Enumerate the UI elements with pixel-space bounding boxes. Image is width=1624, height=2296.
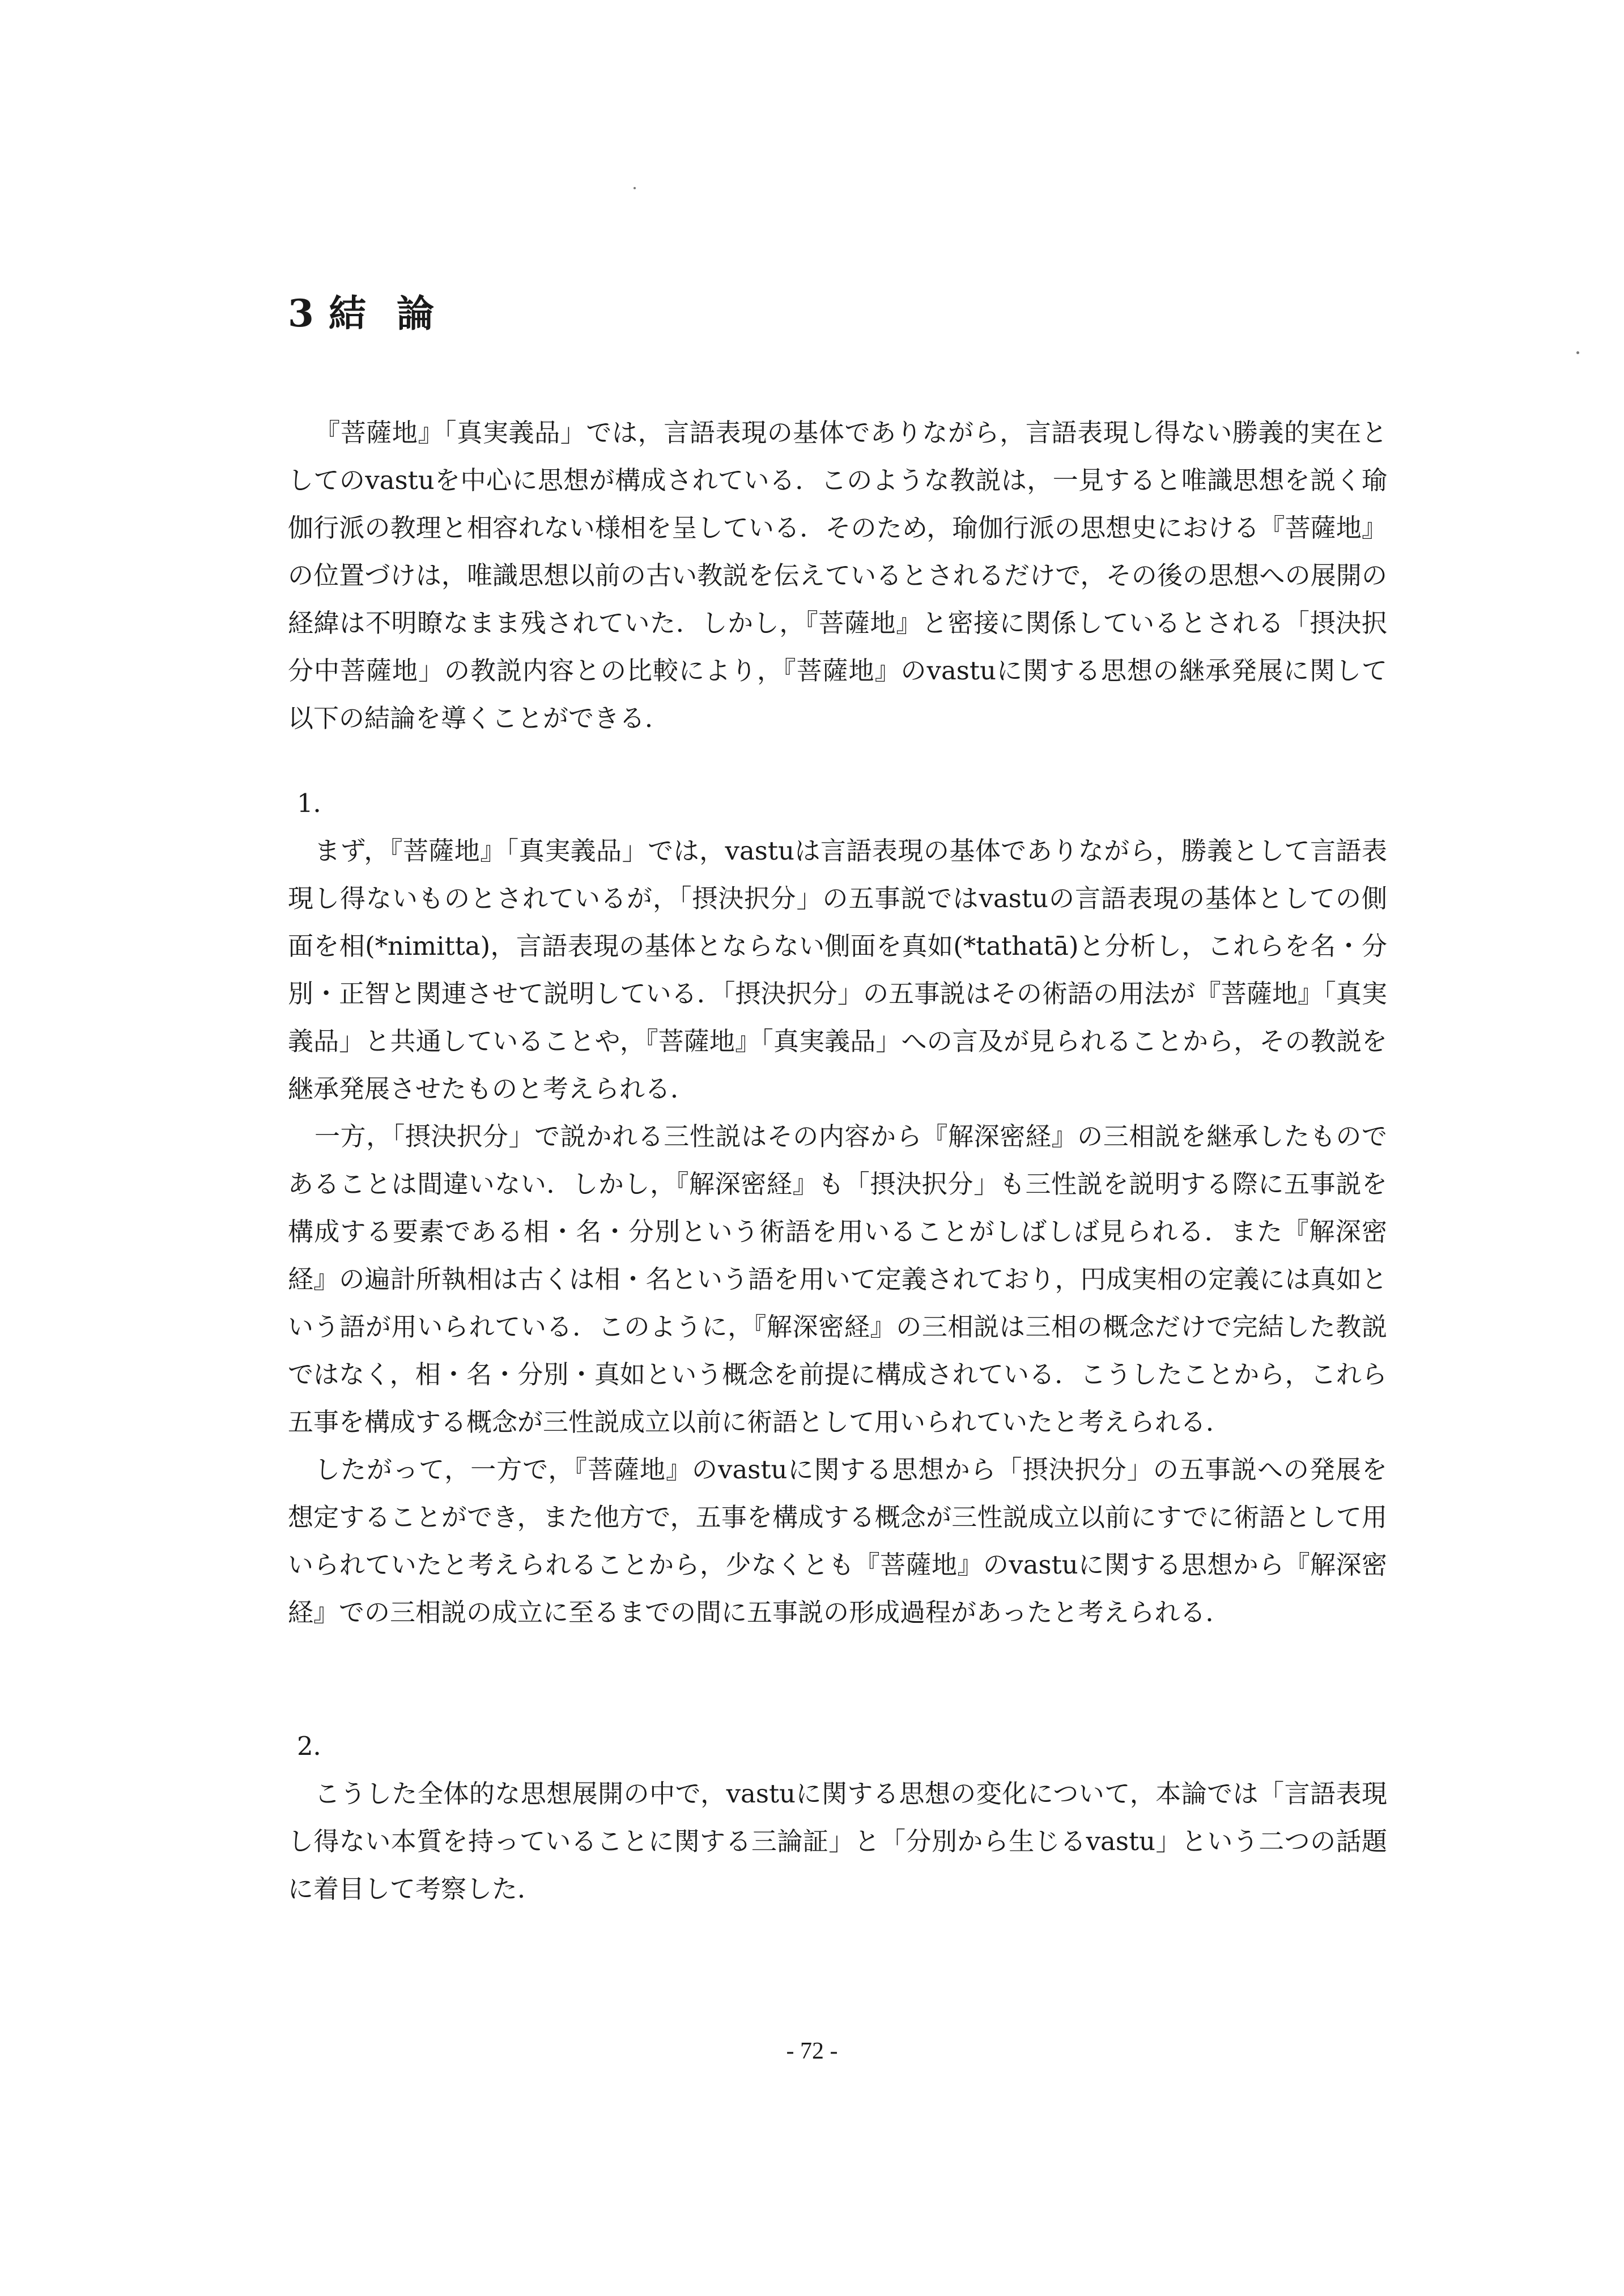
page-number: - 72 - — [786, 2038, 838, 2064]
section-2-paragraph-1: こうした全体的な思想展開の中で，vastuに関する思想の変化について，本論では「言語表現し得ない本質を持っていることに関する三論証」と「分別から生じるvastu」という二つの話題に着目して考察した． — [288, 1779, 1387, 1904]
intro-section — [288, 409, 1387, 742]
intro-paragraph: 『菩薩地』「真実義品」では，言語表現の基体でありながら，言語表現し得ない勝義的実在としてのvastuを中心に思想が構成されている．このような教説は，一見すると唯識思想を説く瑜伽行派の教理と相容れない様相を呈している．そのため，瑜伽行派の思想史における『菩薩地』の位置づけは，唯識思想以前の古い教説を伝えているとされるだけで，その後の思想への展開の経緯は不明瞭なまま残されていた．しかし，『菩薩地』と密接に関係しているとされる「摂決択分中菩薩地」の教説内容との比較により，『菩薩地』のvastuに関する思想の継承発展に関して以下の結論を導くことができる． — [288, 418, 1388, 733]
chapter-heading — [288, 283, 436, 337]
chapter-number: 3 — [288, 291, 316, 335]
section-2-marker: 2． — [297, 1731, 339, 1761]
section-1-paragraph-3: したがって，一方で，『菩薩地』のvastuに関する思想から「摂決択分」の五事説への発展を想定することができ，また他方で，五事を構成する概念が三性説成立以前にすでに術語として用いられていたと考えられることから，少なくとも『菩薩地』のvastuに関する思想から『解深密経』での三相説の成立に至るまでの間に五事説の形成過程があったと考えられる． — [288, 1455, 1387, 1627]
section-2 — [288, 1770, 1387, 1913]
section-1-marker: 1． — [297, 788, 339, 818]
section-1 — [288, 827, 1387, 1636]
section-1-paragraph-2: 一方，「摂決択分」で説かれる三性説はその内容から『解深密経』の三相説を継承したものであることは間違いない．しかし，『解深密経』も「摂決択分」も三性説を説明する際に五事説を構成する要素である相・名・分別という術語を用いることがしばしば見られる．また『解深密経』の遍計所執相は古くは相・名という語を用いて定義されており，円成実相の定義には真如という語が用いられている．このように，『解深密経』の三相説は三相の概念だけで完結した教説ではなく，相・名・分別・真如という概念を前提に構成されている．こうしたことから，これら五事を構成する概念が三性説成立以前に術語として用いられていたと考えられる． — [288, 1121, 1387, 1437]
section-1-paragraph-1: まず，『菩薩地』「真実義品」では，vastuは言語表現の基体でありながら，勝義として言語表現し得ないものとされているが，「摂決択分」の五事説ではvastuの言語表現の基体としての側面を相(*nimitta)，言語表現の基体とならない側面を真如(*tathatā)と分析し，これらを名・分別・正智と関連させて説明している．「摂決択分」の五事説はその術語の用法が『菩薩地』「真実義品」と共通していることや，『菩薩地』「真実義品」への言及が見られることから，その教説を継承発展させたものと考えられる． — [288, 836, 1387, 1104]
chapter-title-part2: 論 — [396, 291, 436, 335]
scan-speck — [1576, 351, 1579, 354]
scan-speck — [634, 187, 636, 189]
chapter-title-part1: 結 — [328, 291, 368, 335]
